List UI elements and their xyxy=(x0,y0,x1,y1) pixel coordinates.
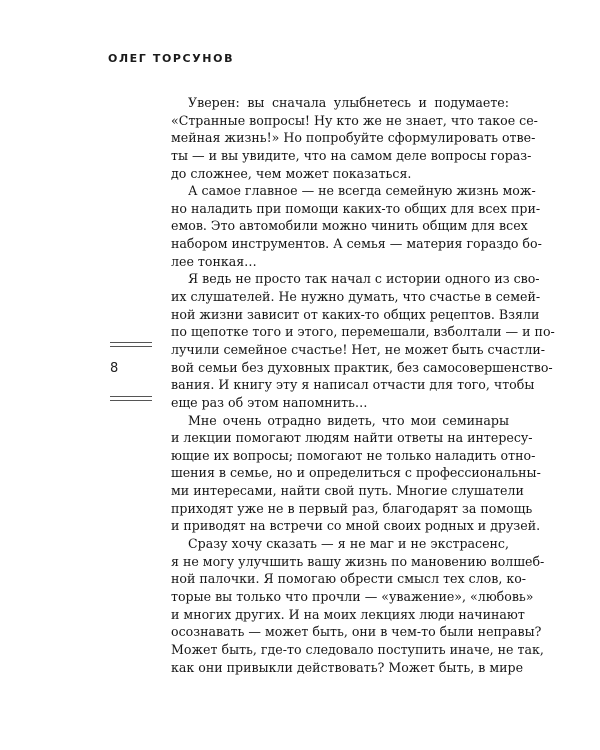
text-line: шения в семье, но и определиться с профессиональны- xyxy=(171,465,541,481)
paragraph xyxy=(171,94,538,182)
text-line: емов. Это автомобили можно чинить общим для всех xyxy=(171,218,528,234)
text-line: торые вы только что прочли — «уважение», «любовь» xyxy=(171,588,534,604)
text-line: но наладить при помощи каких-то общих для всех при- xyxy=(171,200,541,216)
text-line: осознавать — может быть, они в чем-то были неправы? xyxy=(171,624,542,640)
text-line: приходят уже не в первый раз, благодарят за помощь xyxy=(171,500,533,516)
text-line: я не могу улучшить вашу жизнь по мановению волшеб- xyxy=(171,553,545,569)
text-line: лее тонкая… xyxy=(171,253,257,269)
folio-rule-bottom-2 xyxy=(110,400,152,401)
text-line: мейная жизнь!» Но попробуйте сформулировать отве- xyxy=(171,130,536,146)
paragraph xyxy=(171,412,541,535)
text-line: вания. И книгу эту я написал отчасти для того, чтобы xyxy=(171,377,535,393)
text-line: ной палочки. Я помогаю обрести смысл тех слов, ко- xyxy=(171,571,527,587)
body-text xyxy=(171,94,555,676)
text-line: и лекции помогают людям найти ответы на интересу- xyxy=(171,430,533,446)
paragraph xyxy=(171,270,555,411)
text-line: Мне очень отрадно видеть, что мои семинары xyxy=(188,412,509,428)
text-line: набором инструментов. А семья — материя гораздо бо- xyxy=(171,236,542,252)
text-line: как они привыкли действовать? Может быть, в мире xyxy=(171,659,524,675)
text-line: до сложнее, чем может показаться. xyxy=(171,165,412,181)
page-number: 8 xyxy=(110,361,119,376)
text-line: ми интересами, найти свой путь. Многие слушатели xyxy=(171,483,524,499)
text-line: лучили семейное счастье! Нет, не может быть счастли- xyxy=(171,341,546,357)
text-line: Сразу хочу сказать — я не маг и не экстрасенс, xyxy=(188,536,509,552)
running-head: ОЛЕГ ТОРСУНОВ xyxy=(108,52,235,65)
text-line: ной жизни зависит от каких-то общих рецептов. Взяли xyxy=(171,306,540,322)
text-line: А самое главное — не всегда семейную жизнь мож- xyxy=(188,183,536,199)
text-line: по щепотке того и этого, перемешали, взболтали — и по- xyxy=(171,324,555,340)
folio-rule-bottom-1 xyxy=(110,396,152,397)
text-line: Уверен: вы сначала улыбнетесь и подумаете: xyxy=(188,95,509,110)
text-line: и приводят на встречи со мной своих родных и друзей. xyxy=(171,518,541,534)
text-line: еще раз об этом напомнить… xyxy=(171,394,368,410)
text-line: ющие их вопросы; помогают не только наладить отно- xyxy=(171,447,536,463)
text-line: «Странные вопросы! Ну кто же не знает, что такое се- xyxy=(171,112,538,128)
text-line: их слушателей. Не нужно думать, что счастье в семей- xyxy=(171,289,541,305)
text-line: Я ведь не просто так начал с истории одного из сво- xyxy=(188,271,540,287)
page-number-marker xyxy=(110,339,152,409)
text-line: вой семьи без духовных практик, без самосовершенство- xyxy=(171,359,553,375)
paragraph xyxy=(171,535,545,676)
text-line: и многих других. И на моих лекциях люди начинают xyxy=(171,606,525,622)
text-line: ты — и вы увидите, что на самом деле вопросы гораз- xyxy=(171,147,532,163)
paragraph xyxy=(171,182,542,270)
folio-rule-top-2 xyxy=(110,346,152,347)
text-line: Может быть, где-то следовало поступить иначе, не так, xyxy=(171,641,544,657)
folio-rule-top-1 xyxy=(110,342,152,343)
